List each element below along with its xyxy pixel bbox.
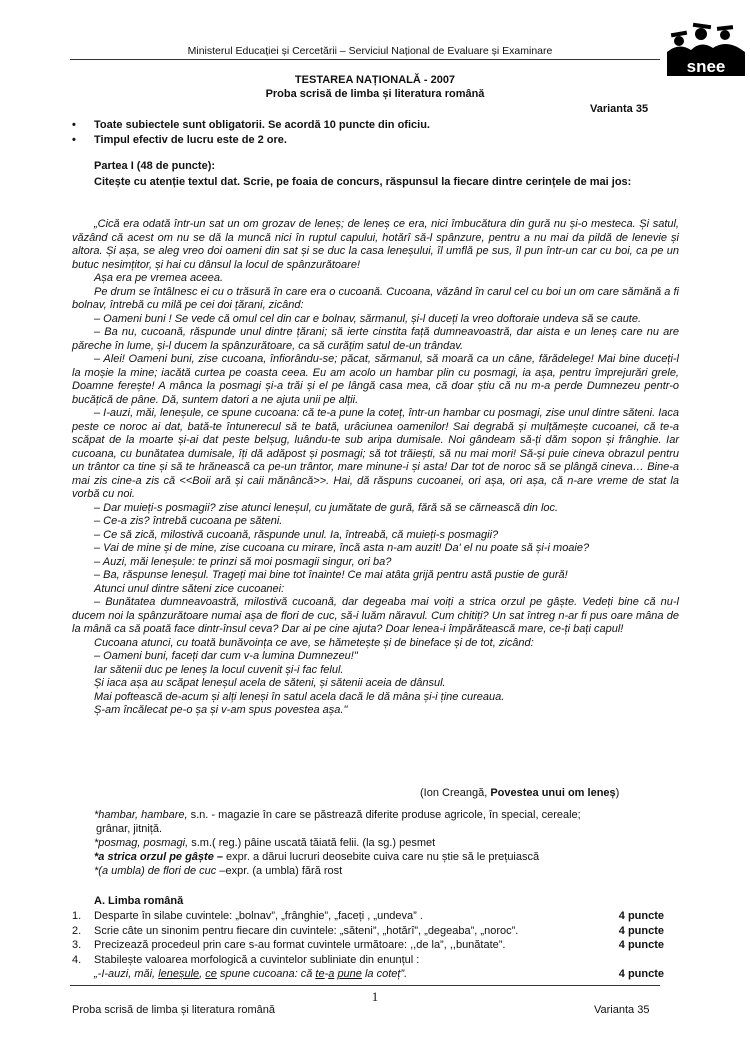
story-paragraph: – Ce să zică, milostivă cucoană, răspunde unul. Ia, întreabă, că muieți-s posmagii? xyxy=(94,528,499,541)
task-points: 4 puncte xyxy=(618,910,664,922)
story-paragraph: – Dar muieți-s posmagii? zise atunci leneșul, cu jumătate de gură, fără să se cărnească din loc. xyxy=(94,501,559,514)
exam-subtitle: Proba scrisă de limba și literatura română xyxy=(265,88,485,100)
footer-subject: Proba scrisă de limba și literatura română xyxy=(72,1004,275,1016)
rule-item: • Timpul efectiv de lucru este de 2 ore. xyxy=(72,134,287,146)
story-paragraph: Mai poftească de-acum și alți leneși în satul acela dacă le dă mâna și-i ține cureaua. xyxy=(94,690,505,703)
snee-logo xyxy=(667,22,745,76)
task-item: 3. Precizează procedeul prin care s-au format cuvintele următoare: ,,de la”, ,,bunătate”. 4 puncte xyxy=(72,939,664,951)
story-paragraph: – I-auzi, măi, leneșule, ce spune cucoana: că te-a pune la coteț, într-un hambar cu posmagi, zise unul dintre săteni. Iaca peste ce noroc ai dat, bată-te întunerecul să te bată, urâciunea oamenilor! Sai degrabă și mulțămește cucoanei, că te-a scăpat de la moarte și-ai dat peste belșug, luându-te sub aripa dumisale. Noi gândeam să-ți dăm sopon și frânghie. Iar cucoana, cu bunătatea dumisale, îți dă adăpost și posmagi; să tot trăiești, să nu mai mori! Să-și puie cineva obrazul pentru un trântor ca tine și să te hrănească ca pe-un trântor, mare minune-i și asta! Dar tot de noroc să se plângă cineva… Bine-a mai zis cine-a zis că <<Boii ară și caii mănâncă>>. Hai, dă răspuns cucoanei, ori așa, ori așa, că n-are vreme de stat la vorbă cu noi. xyxy=(72,407,679,500)
part-heading: Partea I (48 de puncte): xyxy=(94,160,216,172)
story-paragraph: – Oameni buni ! Se vede că omul cel din car e bolnav, sărmanul, și-l duceți la vreo doftoraie undeva să se caute. xyxy=(94,312,642,325)
source-citation: (Ion Creangă, Povestea unui om leneș) xyxy=(420,787,620,799)
task-points: 4 puncte xyxy=(618,924,664,937)
page-number: 1 xyxy=(371,989,379,1004)
glossary xyxy=(94,808,664,878)
task-points: 4 puncte xyxy=(618,968,664,980)
task-points: 4 puncte xyxy=(618,939,664,951)
task-item: 1. Desparte în silabe cuvintele: „bolnav”, „frânghie”, „faceți , „undeva” . 4 puncte xyxy=(72,910,664,922)
story-paragraph: – Alei! Oameni buni, zise cucoana, înfiorându-se; păcat, sărmanul, să moară ca un câne, fărădelege! Mai bine duceți-l la moșie la mine; iacătă curtea pe coasta ceea. Eu am acolo un hambar plin cu posmagi, ia așa, pentru împrejurări grele, Doamne ferește! A mânca la posmagi și-a trăi și el pe lângă casa mea, că doar știu că nu m-a perde Dumnezeu pentr-o bucățică de pâne. Dă, suntem datori a ne ajuta unii pe alții. xyxy=(72,353,679,406)
story-paragraph: Și iaca așa au scăpat leneșul acela de săteni, și sătenii aceia de dânsul. xyxy=(94,677,446,689)
story-paragraph: – Ba, răspunse leneșul. Trageți mai bine tot înainte! Ce mai atâta grijă pentru astă pustie de gură! xyxy=(94,569,568,581)
task-list xyxy=(72,909,664,982)
rules-list xyxy=(72,118,430,148)
story-paragraph: – Ce-a zis? întrebă cucoana pe săteni. xyxy=(94,515,283,527)
story-paragraph: „Cică era odată într-un sat un om grozav de leneș; de leneș ce era, nici îmbucătura din gură nu și-o mesteca. Și satul, văzând că acest om nu se dă la muncă nici în ruptul capului, hotărî să-l spânzure, pentru a nu mai da pildă de lenevie și altora. Și așa, se aleg vreo doi oameni din sat și se duc la casa leneșului, îl umflă pe sus, îl pun într-un car cu boi, ca pe un butuc nesimțitor, și hai cu dânsul la locul de spânzurătoare! xyxy=(72,218,679,271)
glossary-item: grânar, jitniță. xyxy=(96,823,163,835)
story-paragraph: – Ba nu, cucoană, răspunde unul dintre țărani; să ierte cinstita față dumneavoastră, dar aista e un leneș care nu are păreche în lume, și-l ducem la spânzurătoare, ca să curățim satul de-un trândav. xyxy=(72,326,679,352)
story-paragraph: Cucoana atunci, cu toată bunăvoința ce ave, se hămetește și de bineface și de tot, zicând: xyxy=(94,636,534,649)
glossary-item: *a strica orzul pe gâște – expr. a dărui lucruri deosebite cuiva care nu știe să le prețuiască xyxy=(94,851,540,863)
footer-variant: Varianta 35 xyxy=(594,1004,650,1016)
rule-item: • Toate subiectele sunt obligatorii. Se acordă 10 puncte din oficiu. xyxy=(72,119,430,131)
story-paragraph: Iar sătenii duc pe leneș la locul cuvenit și-i fac felul. xyxy=(94,663,344,676)
glossary-item: *posmag, posmagi, s.m.( reg.) pâine uscată tăiată felii. (la sg.) pesmet xyxy=(94,837,436,849)
work-title: Povestea unui om leneș xyxy=(490,787,616,799)
section-a-heading: A. Limba română xyxy=(94,895,184,907)
exam-title: TESTAREA NAȚIONALĂ - 2007 xyxy=(294,74,456,86)
glossary-item: *(a umbla) de flori de cuc –expr. (a umbla) fără rost xyxy=(94,865,343,877)
task-quote: „-I-auzi, măi, leneșule, ce spune cucoana: că te-a pune la coteț”. 4 puncte xyxy=(94,968,664,980)
story-paragraph: – Auzi, măi leneșule: te prinzi să moi posmagii singur, ori ba? xyxy=(94,555,392,568)
task-item: 2. Scrie câte un sinonim pentru fiecare din cuvintele: „săteni”, „hotărî”, „degeaba”, „noroc”. 4 puncte xyxy=(72,924,664,937)
story-paragraph: Pe drum se întâlnesc ei cu o trăsură în care era o cucoană. Cucoana, văzând în carul cel cu boi un om care sămănă a fi bolnav, întrebă cu milă pe cei doi țărani, zicând: xyxy=(72,285,679,311)
story-paragraph: Așa era pe vremea aceea. xyxy=(94,272,224,284)
header-divider xyxy=(70,59,660,60)
story-paragraph: Atunci unul dintre săteni zice cucoanei: xyxy=(94,582,285,595)
story-paragraph: Ș-am încălecat pe-o șa și v-am spus povestea așa." xyxy=(94,704,348,716)
ministry-header: Ministerul Educației și Cercetării – Serviciul Național de Evaluare și Examinare xyxy=(187,45,553,57)
logo-text: snee xyxy=(686,57,726,76)
part-instruction: Citește cu atenție textul dat. Scrie, pe foaia de concurs, răspunsul la fiecare dintre cerințele de mai jos: xyxy=(94,176,632,188)
glossary-item: *hambar, hambare, s.n. - magazie în care se păstrează diferite produse agricole, în special, cereale; xyxy=(94,809,581,821)
task-item: 4. Stabilește valoarea morfologică a cuvintelor subliniate din enunțul : xyxy=(72,953,420,966)
story-paragraph: – Oameni buni, faceți dar cum v-a lumina Dumnezeu!" xyxy=(94,650,358,662)
story-paragraph: – Bunătatea dumneavoastră, milostivă cucoană, dar degeaba mai voiți a strica orzul pe gâște. Vedeți bine că nu-l ducem noi la spânzurătoare numai așa de flori de cuc, să-i luăm năravul. Cum chitiți? Un sat întreg n-ar fi pus oare mâna de la mână ca să poată face dintr-însul ceva? Dar ai pe cine ajuta? Doar lenea-i împărătească mare, ce-ți bați capul! xyxy=(72,596,679,635)
footer-divider xyxy=(70,985,660,986)
story-paragraph: – Vai de mine și de mine, zise cucoana cu mirare, încă asta n-am auzit! Da' el nu poate să și-i moaie? xyxy=(94,542,590,554)
story-text xyxy=(72,218,679,718)
variant-label: Varianta 35 xyxy=(590,103,649,115)
